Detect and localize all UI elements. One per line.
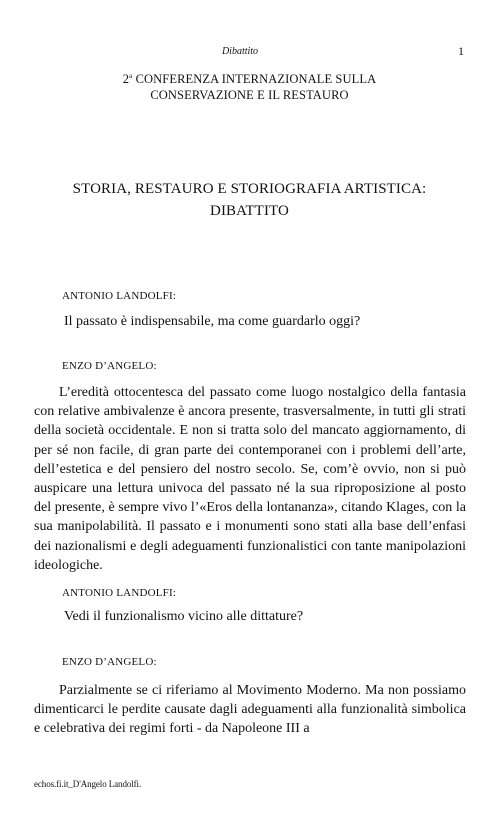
article-title-line-1: STORIA, RESTAURO E STORIOGRAFIA ARTISTICA: [72,181,427,197]
conference-title-text: CONFERENZA INTERNAZIONALE SULLA [135,72,377,86]
footer-source: echos.fi.it_D'Angelo Landolfi. [34,779,142,789]
conference-title-line-1 [0,68,499,87]
question-text: Vedi il funzionalismo vicino alle dittature? [64,609,304,624]
article-title-line-2: DIBATTITO [210,203,289,219]
conference-ordinal: 2 [122,72,130,86]
question-text: Il passato è indispensabile, ma come guardarlo oggi? [64,314,361,329]
running-head: Dibattito [221,46,259,57]
answer-paragraph: Parzialmente se ci riferiamo al Movimento Moderno. Ma non possiamo dimenticarci le perdite causate dagli adeguamenti alla funzionalità simbolica e celebrativa dei regimi forti - da Napoleone III a [34,683,466,737]
conference-title [0,68,499,103]
page-number: 1 [458,44,464,58]
answer-paragraph: L’eredità ottocentesca del passato come luogo nostalgico della fantasia con relative ambivalenze è ancora presente, trasversalmente, in tutti gli strati della società occidentale. E non si tratta solo del mancato aggiornamento, di per sé non facile, di gran parte dei contemporanei con i problemi dell’arte, dell’estetica e del pensiero del nostro secolo. Se, com’è ovvio, non si può auspicare una lettura univoca del passato né la sua riproposizione al posto del presente, è sempre vivo l’«Eros della lontananza», citando Klages, con la sua manipolabilità. Il passato e i monumenti sono stati alla base dell’enfasi dei nazionalismi e degli adeguamenti funzionalistici con tante manipolazioni ideologiche. [34,385,466,573]
conference-ordinal-suffix: a [129,72,133,80]
conference-title-line-2: CONSERVAZIONE E IL RESTAURO [150,88,349,102]
article-title [0,178,499,222]
speaker-label: ENZO D’ANGELO: [62,656,157,668]
speaker-label: ANTONIO LANDOLFI: [62,290,177,302]
speaker-label: ENZO D’ANGELO: [62,360,157,372]
speaker-label: ANTONIO LANDOLFI: [62,587,177,599]
